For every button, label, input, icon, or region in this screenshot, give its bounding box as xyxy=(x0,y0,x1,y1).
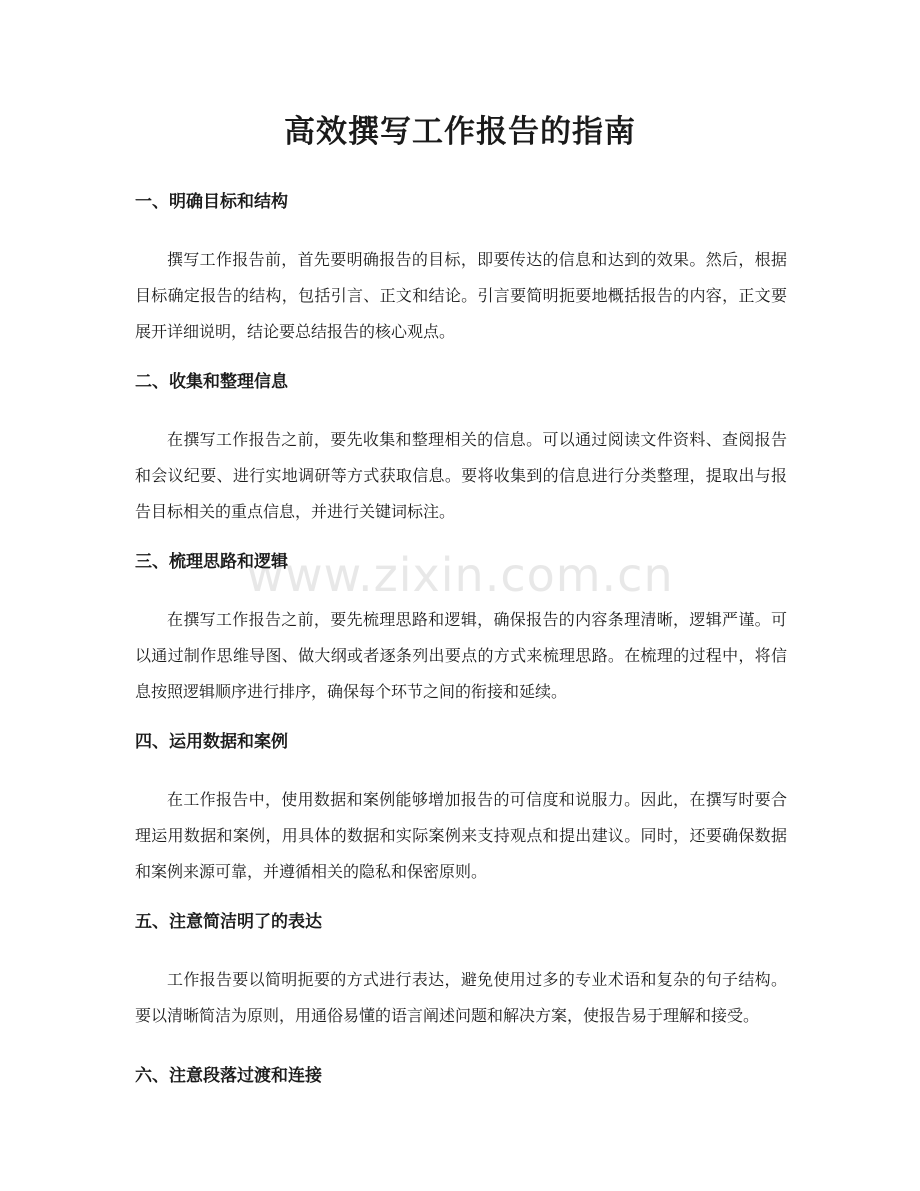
section-heading-3: 三、梳理思路和逻辑 xyxy=(135,552,288,572)
document-title: 高效撰写工作报告的指南 xyxy=(284,114,636,150)
section-heading-6: 六、注意段落过渡和连接 xyxy=(135,1066,322,1086)
section-paragraph-4: 在工作报告中，使用数据和案例能够增加报告的可信度和说服力。因此，在撰写时要合理运用数据和案例，用具体的数据和实际案例来支持观点和提出建议。同时，还要确保数据和案例来源可靠，并遵循相关的隐私和保密原则。 xyxy=(135,790,787,881)
section-heading-1: 一、明确目标和结构 xyxy=(135,192,288,212)
section-paragraph-5: 工作报告要以简明扼要的方式进行表达，避免使用过多的专业术语和复杂的句子结构。要以清晰简洁为原则，用通俗易懂的语言阐述问题和解决方案，使报告易于理解和接受。 xyxy=(135,970,787,1025)
section-paragraph-1: 撰写工作报告前，首先要明确报告的目标，即要传达的信息和达到的效果。然后，根据目标确定报告的结构，包括引言、正文和结论。引言要简明扼要地概括报告的内容，正文要展开详细说明，结论要总结报告的核心观点。 xyxy=(135,250,787,341)
section-paragraph-3: 在撰写工作报告之前，要先梳理思路和逻辑，确保报告的内容条理清晰，逻辑严谨。可以通过制作思维导图、做大纲或者逐条列出要点的方式来梳理思路。在梳理的过程中，将信息按照逻辑顺序进行排序，确保每个环节之间的衔接和延续。 xyxy=(135,610,787,701)
section-heading-5: 五、注意简洁明了的表达 xyxy=(135,912,322,932)
document-body xyxy=(135,180,787,1098)
section-paragraph-2: 在撰写工作报告之前，要先收集和整理相关的信息。可以通过阅读文件资料、查阅报告和会议纪要、进行实地调研等方式获取信息。要将收集到的信息进行分类整理，提取出与报告目标相关的重点信息，并进行关键词标注。 xyxy=(135,430,787,521)
section-heading-4: 四、运用数据和案例 xyxy=(135,732,288,752)
watermark: www.zixin.com.cn xyxy=(246,548,674,602)
section-heading-2: 二、收集和整理信息 xyxy=(135,372,288,392)
